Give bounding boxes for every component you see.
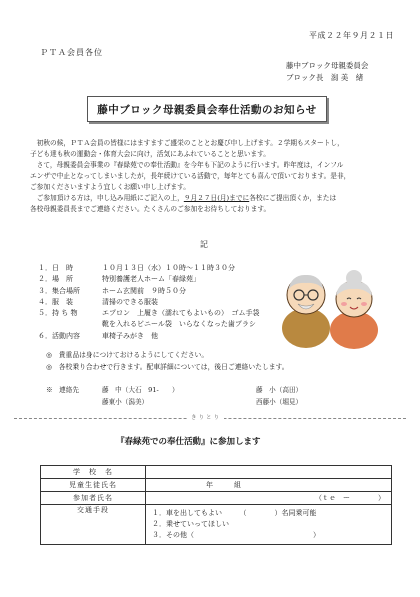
transport-options[interactable] xyxy=(146,505,392,545)
detail-row: ５．持 ち 物 エプロン 上履き（濡れてもよいもの） ゴム手袋 xyxy=(38,309,260,318)
note-line: ◎ 各校乗り合わせで行きます。配車詳細については，後日ご連絡いたします。 xyxy=(46,362,289,371)
addressee: ＰＴＡ会員各位 xyxy=(40,48,103,57)
transport-label: 交通手段 xyxy=(41,505,146,545)
document-title: 藤中ブロック母親委員会奉仕活動のお知らせ xyxy=(97,103,317,116)
body-line: ご参加頂ける方は，申し込み用紙にご記入の上，９月２７日(月)までに各校にご提出頂くか，または xyxy=(30,194,337,202)
detail-row: ２．場 所 特別養護老人ホーム「春緑苑」 xyxy=(38,275,200,284)
contacts: ※ 連絡先 藤 中（大石 91- ） 藤 小（高田） 藤東小（潟美） 西藤小（堀見） xyxy=(46,386,303,406)
title-box xyxy=(87,96,327,122)
note-line: ◎ 貴重品は身につけておけるようにしてください。 xyxy=(46,351,209,359)
body-line: 子ども達も秋の運動会・体育大会に向け，活気にあふれていることと思います。 xyxy=(30,150,270,158)
notes xyxy=(46,350,289,373)
form-title: 『春緑苑での奉仕活動』に参加します xyxy=(116,437,261,447)
sender-chair: ブロック長 潟 美 緒 xyxy=(286,73,364,82)
body-line: 初秋の候，ＰＴＡ会員の皆様にはますますご盛栄のこととお慶び申し上げます。２学期もスタートし， xyxy=(30,139,344,147)
transport-option[interactable]: １．車を出してもよい （ ）名同乗可能 xyxy=(152,509,317,517)
document-date: 平成２２年９月２１日 xyxy=(309,31,394,40)
body-text xyxy=(30,138,392,215)
detail-row: ６．活動内容 車椅子みがき 他 xyxy=(38,331,158,340)
student-name-label: 児童生徒氏名 xyxy=(41,479,146,492)
body-line: さて，母親委員会事業の『春緑苑での奉仕活動』を今年も下記のように行います。昨年度は，インフル xyxy=(30,161,344,169)
student-name-field[interactable]: 年 組 xyxy=(146,479,392,492)
detail-row: ４．服 装 清掃のできる服装 xyxy=(38,297,158,306)
detail-row: 靴を入れるビニール袋 いらなくなった歯ブラシ xyxy=(102,320,256,329)
school-name-field[interactable] xyxy=(146,466,392,479)
details-list xyxy=(38,263,260,342)
participant-name-field[interactable]: （ｔｅ ー ） xyxy=(146,492,392,505)
transport-option[interactable]: ２．乗せていってほしい xyxy=(152,520,229,528)
participant-name-label: 参加者氏名 xyxy=(41,492,146,505)
form-row xyxy=(41,466,392,479)
detail-row: １．日 時 １０月１３日（水）１０時～１１時３０分 xyxy=(38,264,235,272)
sender-organization: 藤中ブロック母親委員会 xyxy=(286,61,369,70)
body-line: 各校母親委員長までご連絡ください。たくさんのご参加をお待ちしております。 xyxy=(30,205,271,213)
elderly-couple-illustration xyxy=(272,262,386,350)
deadline: ９月２７日(月)までに xyxy=(183,194,250,202)
school-name-label: 学 校 名 xyxy=(41,466,146,479)
transport-option[interactable]: ３．その他（ ） xyxy=(152,531,320,539)
cut-here-label: きりとり xyxy=(188,413,224,421)
body-line: ご参加くださいますよう宜しくお願い申し上げます。 xyxy=(30,183,190,191)
registration-form xyxy=(40,465,392,545)
form-row xyxy=(41,492,392,505)
contacts-label: ※ 連絡先 xyxy=(46,386,79,394)
detail-row: ３．集合場所 ホーム玄関前 ９時５０分 xyxy=(38,286,186,295)
form-row xyxy=(41,505,392,545)
form-row xyxy=(41,479,392,492)
ki-heading: 記 xyxy=(200,240,208,249)
body-line: エンザで中止となってしまいましたが，長年続けている活動で，毎年とても喜んで頂いております。是非， xyxy=(30,172,351,180)
